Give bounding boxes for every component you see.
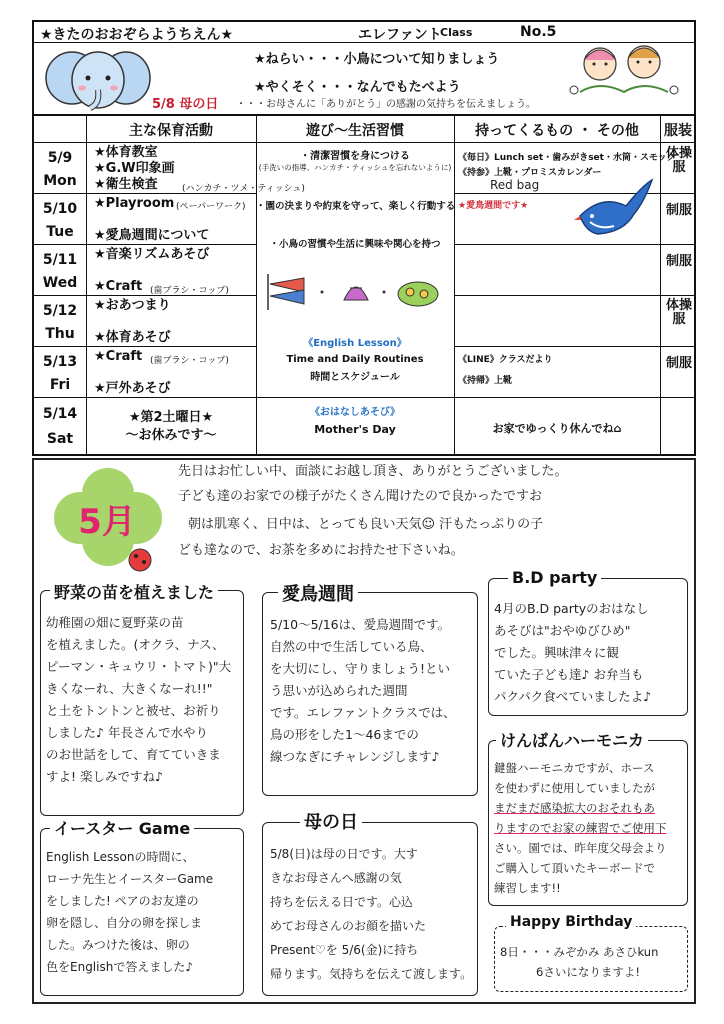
row-activity: ★衛生検査 [94, 177, 158, 192]
month-label: 5月 [78, 502, 136, 542]
table-vline [660, 116, 661, 456]
intro-line: 朝は肌寒く、日中は、とっても良い天気☺ 汗もたっぷりの子 [188, 517, 544, 532]
aim-text: ★ねらい・・・小鳥について知りましょう [254, 52, 500, 67]
row-day: Tue [46, 224, 74, 240]
row-date: 5/14 [42, 406, 78, 422]
row-activity: ★体育あそび [94, 330, 171, 345]
story-title: 《おはなしあそび》 [309, 407, 401, 418]
table-hline [32, 244, 256, 245]
harmonica-text: 鍵盤ハーモニカですが、ホース を使わずに使用していましたが まだまだ感染拡大のおそれもあ りますのでお家の練習でご使用下 さい。園では、昨年度父母会より ご購入して頂いたキーボードで 練習します!! [494, 761, 667, 895]
vegetables-title: 野菜の苗を植えました [50, 580, 218, 603]
header-activities: 主な保育活動 [129, 123, 213, 139]
bird-week-title: 愛鳥週間 [278, 580, 358, 606]
bd-party-text: 4月のB.D partyのおはなし あそびは"おやゆびひめ" でした。興味津々に観 ていた子ども達♪ お弁当も パクパク食べていましたよ♪ [494, 601, 652, 704]
table-hline [32, 142, 696, 143]
table-vline [86, 116, 87, 456]
row-activity: ★戸外あそび [94, 381, 171, 396]
mothers-day-text: 5/8(日)は母の日です。大す きなお母さんへ感謝の気 持ちを伝える日です。心込 めてお母さんのお顔を描いた Present♡を 5/6(金)に持ち 帰ります。気持ちを伝えて渡します。 [270, 847, 473, 981]
row-note: (歯ブラシ・コップ) [150, 356, 229, 366]
take-home-note: 《持帰》上靴 [458, 376, 513, 386]
mothers-day-label: 5/8 母の日 [152, 97, 219, 112]
row-day: Sat [46, 431, 74, 447]
english-line-2: 時間とスケジュール [310, 372, 400, 383]
row-activity: ★Playroom [94, 196, 175, 211]
row-date: 5/12 [42, 303, 78, 319]
bd-party-title: B.D party [508, 568, 601, 587]
row-day: Wed [42, 275, 78, 291]
vegetables-text: 幼稚園の畑に夏野菜の苗 を植えました。(オクラ、ナス、 ピーマン・キュウリ・トマト)"大 きくなーれ、大きくなーれ!!" と土をトントンと被せ、お祈り しました♪ 年長さんで水やり のお世話をして、育てていきま すよ! 楽しみですね♪ [46, 615, 232, 784]
table-hline [454, 346, 696, 347]
bird-week-text: 5/10～5/16は、愛鳥週間です。 自然の中で生活している鳥、 を大切にし、守りましょう!とい う思いが込められた週間 です。エレファントクラスでは、 鳥の形をした1～46までの 線つなぎにチャレンジします♪ [270, 617, 456, 764]
row-day: Fri [49, 377, 71, 393]
table-hline [454, 295, 696, 296]
table-hline [32, 346, 256, 347]
header-wear: 服装 [664, 123, 692, 139]
habit-1-sub: (手洗いの指導、ハンカチ・ティッシュを忘れないように) [258, 163, 452, 172]
row-date: 5/9 [47, 150, 73, 166]
row-activity: ★音楽リズムあそび [94, 247, 210, 262]
row-activity: ★第2土曜日★ [128, 410, 214, 425]
row-activity: ★体育教室 [94, 145, 158, 160]
intro-line: 先日はお忙しい中、面談にお越し頂き、ありがとうございました。 [178, 464, 568, 479]
row-date: 5/10 [42, 201, 78, 217]
bird-week-note: ★愛鳥週間です★ [458, 201, 529, 211]
row-day: Mon [43, 173, 77, 189]
school-name: ★きたのおおぞらようちえん★ [40, 27, 234, 43]
class-label: Class [440, 26, 473, 39]
red-bag: Red bag [490, 178, 540, 192]
row-wear: 体操服 [665, 146, 692, 175]
elephant-illustration [42, 46, 152, 114]
row-day: Thu [45, 326, 75, 342]
story-text: Mother's Day [314, 423, 396, 436]
row-activity: ★Craft [94, 279, 143, 294]
intro-line: 子ども達のお家での様子がたくさん聞けたので良かったですお [178, 489, 543, 504]
row-wear: 制服 [665, 356, 692, 371]
mothers-day-title: 母の日 [300, 808, 362, 834]
row-activity: ★G.W印象画 [94, 161, 175, 176]
row-wear: 制服 [665, 203, 692, 218]
header-bring: 持ってくるもの ・ その他 [475, 123, 639, 139]
birthday-title: Happy Birthday [506, 914, 636, 930]
children-illustration [560, 36, 688, 100]
line-note: 《LINE》クラスだより [458, 355, 553, 365]
craft-illustrations [264, 270, 448, 312]
table-hline [32, 397, 696, 398]
class-name: エレファント [358, 27, 442, 43]
issue-number: No.5 [520, 24, 557, 40]
easter-title: イースター Game [50, 816, 194, 839]
habit-1: ・清潔習慣を身につける [300, 151, 410, 162]
birthday-text: 8日・・・みぞかみ あさひkun 6さいになりますよ! [500, 945, 659, 979]
bring-items: 《持参》上靴・プロミスカレンダー [458, 168, 602, 178]
table-vline [454, 116, 455, 456]
intro-line: ども達なので、お茶を多めにお持たせ下さいね。 [178, 543, 464, 558]
english-title: 《English Lesson》 [303, 338, 407, 349]
row-activity: ★愛鳥週間について [94, 228, 210, 243]
row-wear: 制服 [665, 254, 692, 269]
habit-3: ・小鳥の習慣や生活に興味や関心を持つ [269, 239, 441, 250]
harmonica-title: けんばんハーモニカ [496, 728, 648, 751]
mothers-day-note: ・・・お母さんに「ありがとう」の感謝の気持ちを伝えましょう。 [236, 99, 536, 110]
row-date: 5/13 [42, 354, 78, 370]
bring-daily: 《毎日》Lunch set・歯みがきset・水筒・スモック [458, 153, 676, 163]
english-line-1: Time and Daily Routines [286, 354, 424, 365]
row-activity: ★おあつまり [94, 298, 171, 313]
habit-2: ・園の決まりや約束を守って、楽しく行動する [256, 201, 456, 212]
row-date: 5/11 [42, 252, 78, 268]
promise-text: ★やくそく・・・なんでもたべよう [254, 80, 461, 95]
row-activity: ★Craft [94, 349, 143, 364]
swallow-illustration [572, 176, 656, 248]
rest-note: お家でゆっくり休んでね⌂ [492, 422, 622, 435]
row-note: (ハンカチ・ツメ・ティッシュ) [182, 184, 305, 194]
row-wear: 体操服 [665, 298, 692, 327]
row-activity: ～お休みです～ [125, 428, 217, 443]
row-note: (歯ブラシ・コップ) [150, 286, 229, 296]
easter-text: English Lessonの時間に、 ローナ先生とイースターGame をしました! ペアのお友達の 卵を隠し、自分の卵を探しま した。みつけた後は、卵の 色をEnglishで答えました♪ [46, 850, 214, 974]
row-note: (ペーパーワーク) [176, 202, 246, 212]
header-play: 遊び～生活習慣 [306, 123, 404, 139]
